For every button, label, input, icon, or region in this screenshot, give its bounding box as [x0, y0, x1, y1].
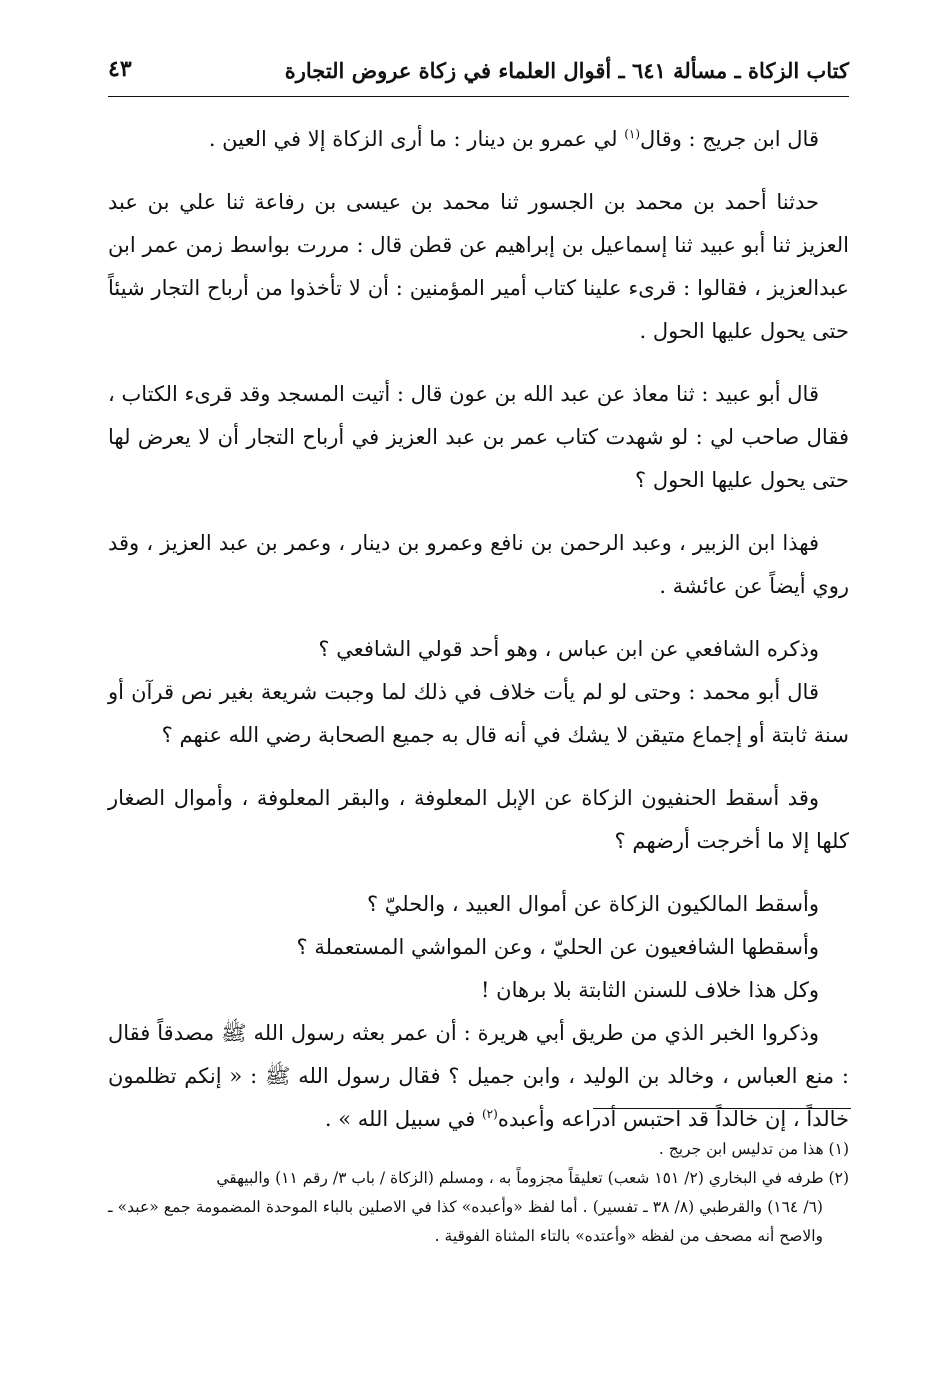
footnotes [108, 1135, 849, 1251]
paragraph-abu-ubayd: قال أبو عبيد : ثنا معاذ عن عبد الله بن عون قال : أتيت المسجد وقد قرىء الكتاب ، فقال صاحب لي : لو شهدت كتاب عمر بن عبد العزيز في أرباح التجار أن لا يعرض لها حتى يحول عليها الحول ؟ [108, 382, 849, 492]
footnote-2 [108, 1164, 849, 1251]
paragraph-hanafis: وقد أسقط الحنفيون الزكاة عن الإبل المعلوفة ، والبقر المعلوفة ، وأموال الصغار كلها إلا ما أخرجت أرضهم ؟ [108, 786, 849, 853]
footnote-1: (١) هذا من تدليس ابن جريج . [658, 1140, 849, 1158]
paragraph-shafii-ibn-abbas: وذكره الشافعي عن ابن عباس ، وهو أحد قولي الشافعي ؟ [318, 637, 819, 661]
footnote-continuation: (٦/ ١٦٤) والقرطبي (٨/ ٣٨ ـ تفسير) . أما لفظ «وأعبده» كذا في الاصلين بالباء الموحدة المضمومة جمع «عبد» ـ والاصح أنه مصحف من لفظه «وأعتده» بالتاء المثناة الفوقية . [108, 1198, 823, 1245]
paragraph-qatan-narration: حدثنا أحمد بن محمد بن الجسور ثنا محمد بن عيسى بن رفاعة ثنا علي بن عبد العزيز ثنا أبو عبيد ثنا إسماعيل بن إبراهيم عن قطن قال : مررت بواسط زمن عمر ابن عبدالعزيز ، فقالوا : قرىء علينا كتاب أمير المؤمنين : أن لا تأخذوا من أرباح التجار شيئاً حتى يحول عليها الحول . [108, 190, 849, 343]
paragraph-shafiis: وأسقطها الشافعيون عن الحليّ ، وعن المواشي المستعملة ؟ [296, 935, 819, 959]
paragraph-no-proof: وكل هذا خلاف للسنن الثابتة بلا برهان ! [481, 978, 819, 1002]
main-text [108, 118, 849, 1161]
paragraph-abu-hurayra-hadith [108, 1012, 849, 1141]
footnote-text: (٢) طرفه في البخاري (٢/ ١٥١ شعب) تعليقاً مجزوماً به ، ومسلم (الزكاة / باب ٣/ رقم ١١) والبيهقي [216, 1169, 849, 1187]
paragraph-text: قال ابن جريج : وقال [640, 127, 819, 151]
paragraph-ibn-jurayj [108, 118, 849, 161]
page-number: ٤٣ [108, 56, 132, 82]
running-title: كتاب الزكاة ـ مسألة ٦٤١ ـ أقوال العلماء في زكاة عروض التجارة [284, 58, 849, 83]
paragraph-text: في سبيل الله » . [324, 1107, 482, 1131]
paragraph-text: وذكروا الخبر الذي من طريق أبي هريرة : أن عمر بعثه رسول الله ﷺ مصدقاً فقال : منع العباس ، وخالد بن الوليد ، وابن جميل ؟ فقال رسول الله ﷺ : « إنكم تظلمون خالداً ، إن خالداً قد احتبس أدراعه وأعبده [108, 1021, 849, 1131]
running-header [108, 52, 849, 97]
paragraph-malikis: وأسقط المالكيون الزكاة عن أموال العبيد ، والحليّ ؟ [366, 892, 819, 916]
footnote-marker: (٢) [481, 1107, 498, 1121]
footnote-marker: (١) [624, 127, 641, 141]
paragraph-text: لي عمرو بن دينار : ما أرى الزكاة إلا في العين . [208, 127, 625, 151]
paragraph-abu-muhammad: قال أبو محمد : وحتى لو لم يأت خلاف في ذلك لما وجبت شريعة بغير نص قرآن أو سنة ثابتة أو إجماع متيقن لا يشك في أنه قال به جميع الصحابة رضي الله عنهم ؟ [108, 680, 849, 747]
paragraph-companions-list: فهذا ابن الزبير ، وعبد الرحمن بن نافع وعمرو بن دينار ، وعمر بن عبد العزيز ، وقد روي أيضاً عن عائشة . [108, 531, 849, 598]
footnote-separator [593, 1108, 851, 1109]
